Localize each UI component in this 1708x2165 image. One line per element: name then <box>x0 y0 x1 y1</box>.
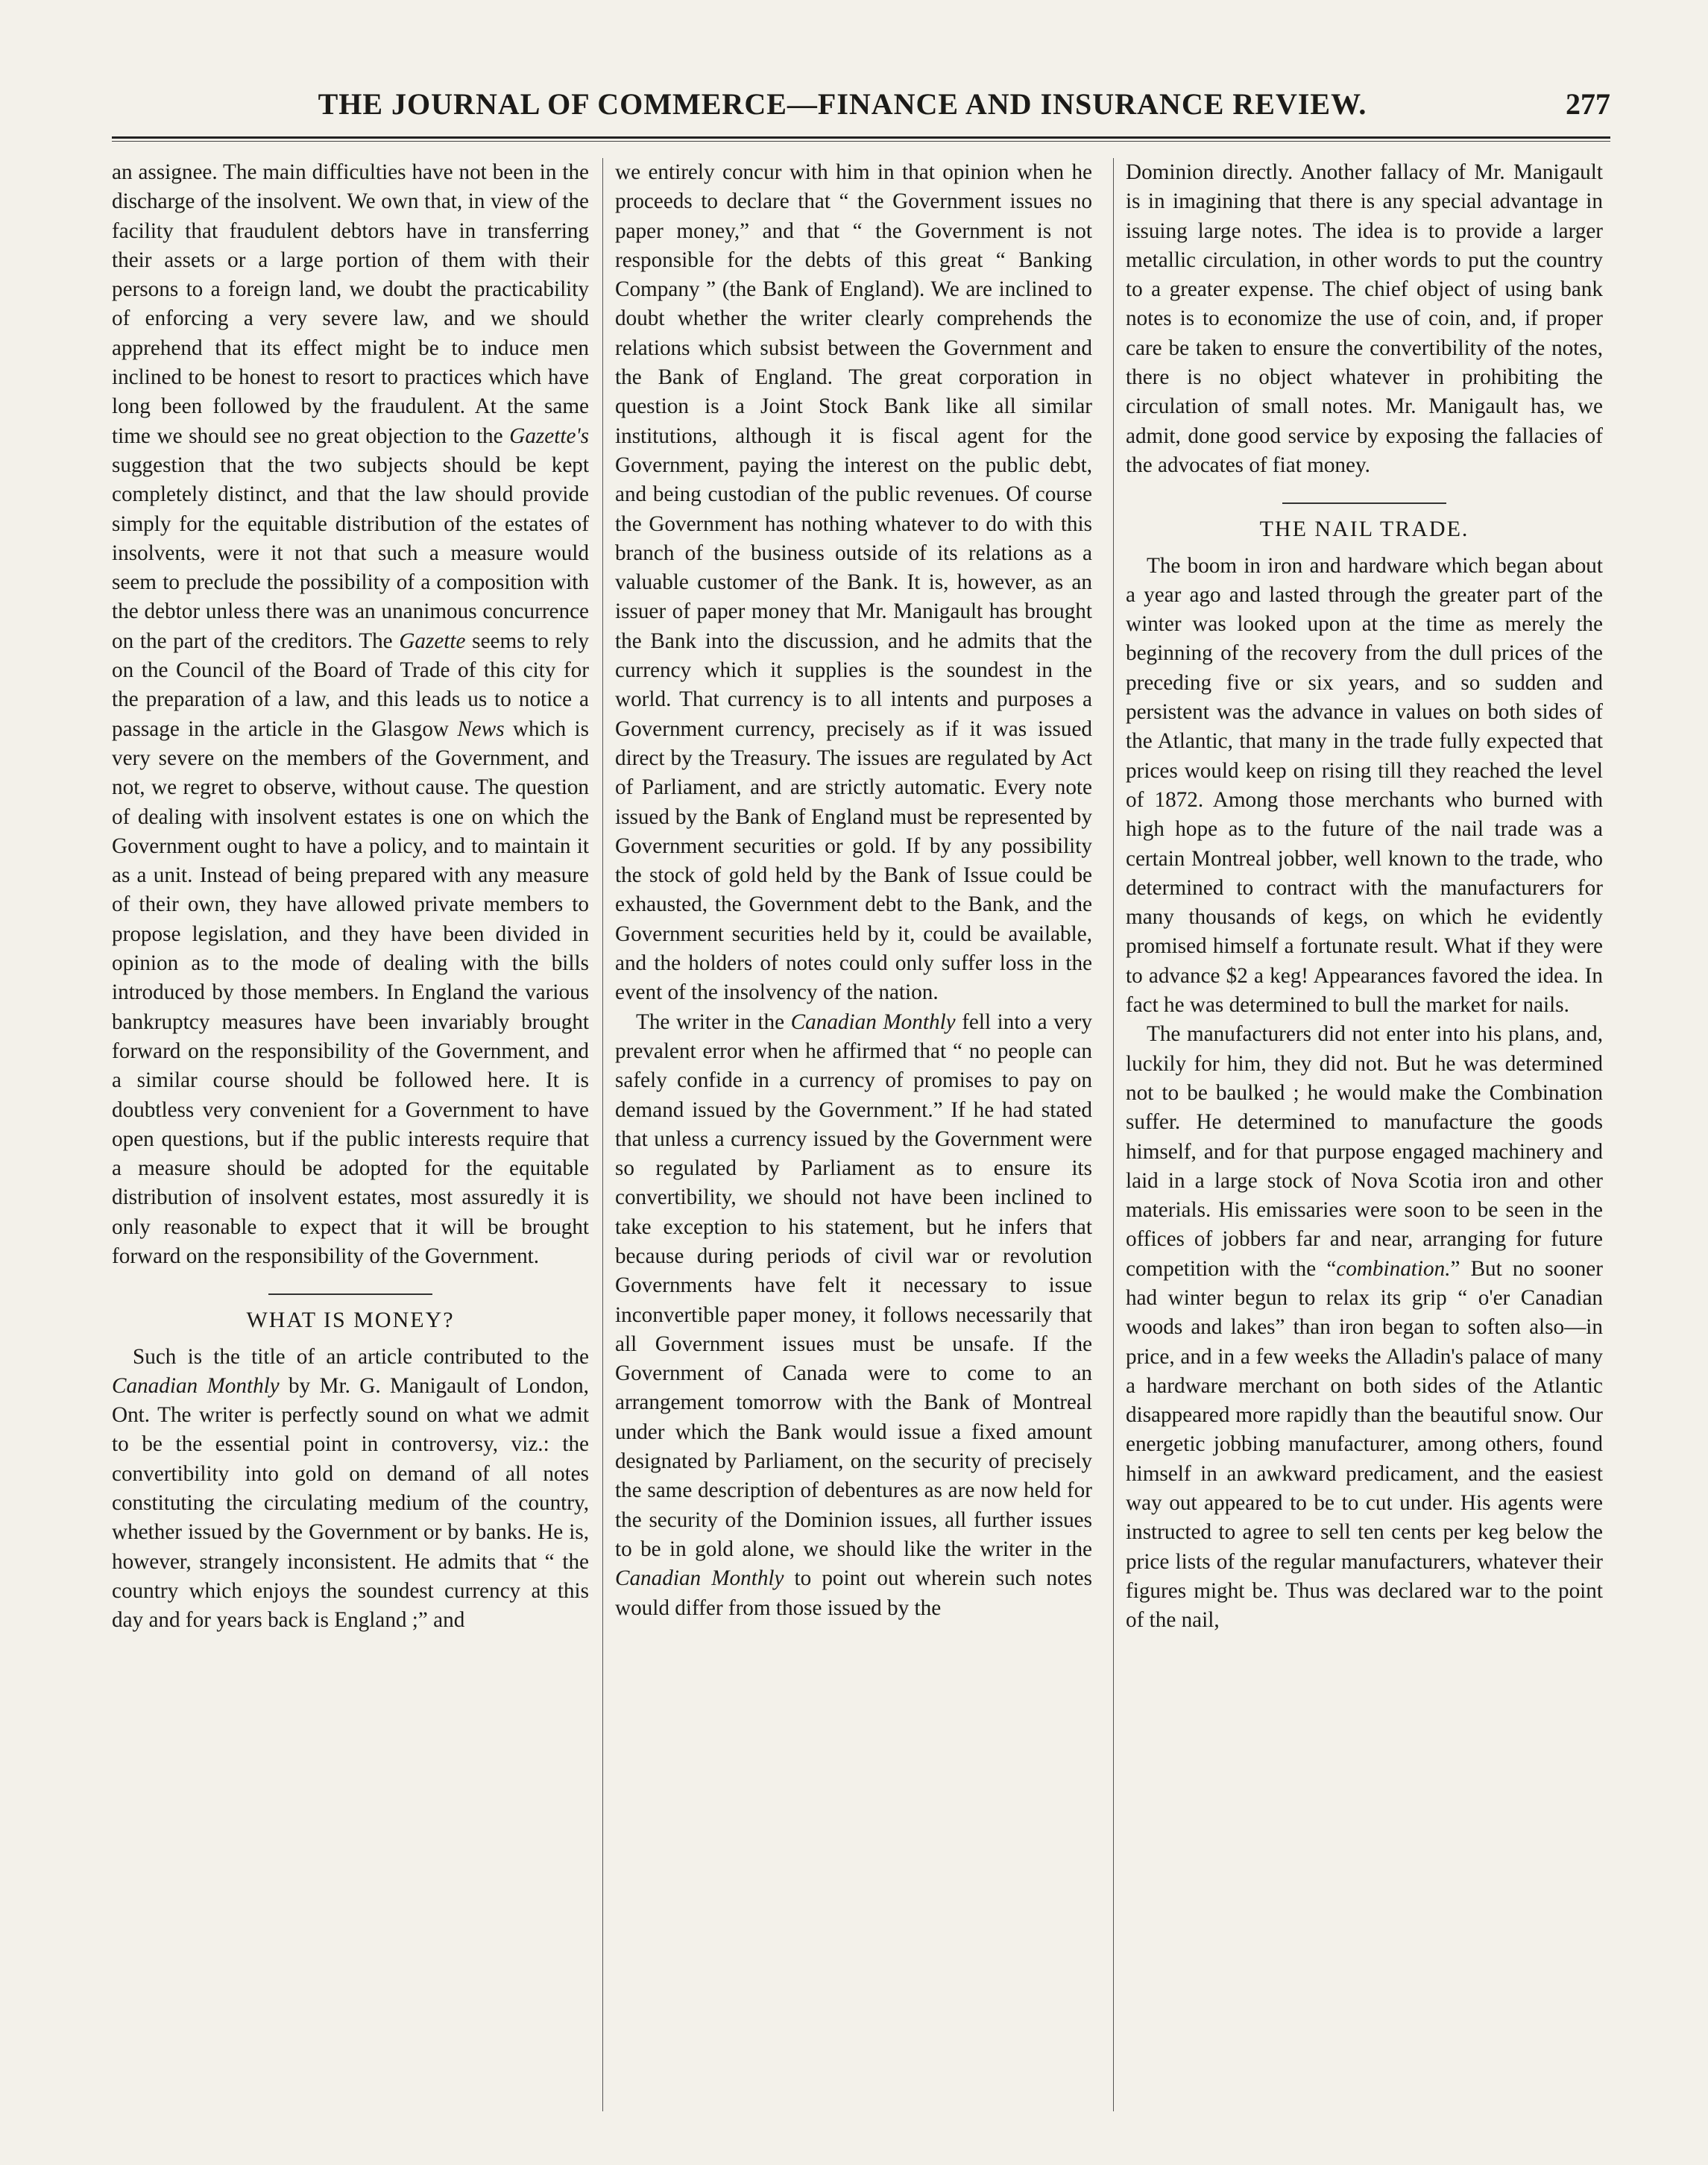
italic-text: Gazette's <box>509 423 589 448</box>
column-divider <box>602 158 603 2111</box>
italic-text: News <box>457 716 505 741</box>
text-run: to point out wherein such notes would differ from those issued by the <box>615 1566 1092 1620</box>
paragraph: we entirely concur with him in that opinion when he proceeds to declare that “ the Government issues no paper money,” and that “ the Government is not responsible for the debts of this great “ Banking Company ” (the Bank of England). We are inclined to doubt whether the writer clearly comprehends the relations which subsist between the Government and the Bank of England. The great corporation in question is a Joint Stock Bank like all similar institutions, although it is fiscal agent for the Government, paying the interest on the public debt, and being custodian of the public revenues. Of course the Government has nothing whatever to do with this branch of the business outside of its relations as a valuable customer of the Bank. It is, however, as an issuer of paper money that Mr. Manigault has brought the Bank into the discussion, and he admits that the currency which it supplies is the soundest in the world. That currency is to all intents and purposes a Government currency, precisely as if it was issued direct by the Treasury. The issues are regulated by Act of Parliament, and are strictly automatic. Every note issued by the Bank of England must be represented by Government securities or gold. If by any possibility the stock of gold held by the Bank of Issue could be exhausted, the Government debt to the Bank, and the Government securities held by it, could be available, and the holders of notes could only suffer loss in the event of the insolvency of the nation. <box>615 160 1092 1005</box>
section-title-what-is-money: WHAT IS MONEY? <box>246 1308 455 1333</box>
text-run: Such is the title of an article contributed to the <box>133 1344 589 1369</box>
paragraph: The boom in iron and hardware which began about a year ago and lasted through the greater part of the winter was looked upon at the time as merely the beginning of the recovery from the dull prices of the preceding five or six years, and so sudden and persistent was the advance in values on both sides of the Atlantic, that many in the trade fully expected that prices would keep on rising till they reached the level of 1872. Among those merchants who burned with high hope as to the future of the nail trade was a certain Montreal jobber, well known to the trade, who determined to contract with the manufacturers for many thousands of kegs, on which he evidently promised himself a fortunate result. What if they were to advance $2 a keg! Appearances favored the idea. In fact he was determined to bull the market for nails. <box>1126 553 1603 1018</box>
text-run: suggestion that the two subjects should be kept completely distinct, and that the law should provide simply for the equitable distribution of the estates of insolvents, were it not that such a measure would seem to preclude the possibility of a composition with the debtor unless there was an unanimous concurrence on the part of the creditors. The <box>112 453 589 653</box>
paragraph: Dominion directly. Another fallacy of Mr. Manigault is in imagining that there is any special advantage in issuing large notes. The idea is to provide a larger metallic circulation, in other words to put the country to a greater expense. The chief object of using bank notes is to economize the use of coin, and, if proper care be taken to ensure the convertibility of the notes, there is no object whatever in prohibiting the circulation of small notes. Mr. Manigault has, we admit, done good service by exposing the fallacies of the advocates of fiat money. <box>1126 160 1603 477</box>
italic-text: Canadian Monthly <box>112 1373 280 1398</box>
italic-text: Gazette <box>399 628 466 653</box>
column-divider <box>1113 158 1114 2111</box>
header-rule <box>112 136 1610 142</box>
page-number: 277 <box>1566 87 1610 121</box>
text-run: seems to rely on the Council of the Board of Trade of this city for the preparation of a law, and this leads us to notice a passage in the article in the Glasgow <box>112 628 589 741</box>
column-2 <box>615 158 1092 2126</box>
column-1 <box>112 158 589 2126</box>
running-head <box>112 81 1610 133</box>
text-run: The manufacturers did not enter into his plans, and, luckily for him, they did not. But he was determined not to be baulked ; he would make the Combination suffer. He determined to manufacture the goods himself, and for that purpose engaged machinery and laid in a large stock of Nova Scotia iron and other materials. His emissaries were soon to be seen in the offices of jobbers far and near, arranging for future competition with the “ <box>1126 1022 1603 1281</box>
section-rule <box>268 1293 432 1295</box>
text-run: The writer in the <box>636 1009 791 1034</box>
paragraph <box>615 1008 1092 1623</box>
section-rule <box>1282 502 1446 504</box>
text-run: ” But no sooner had winter begun to relax its grip “ o'er Canadian woods and lakes” than iron began to soften also—in price, and in a few weeks the Alladin's palace of many a hardware merchant on both sides of the Atlantic disappeared more rapidly than the beautiful snow. Our energetic jobbing manufacturer, among others, found himself in an awkward predicament, and the easiest way out appeared to be to cut under. His agents were instructed to agree to sell ten cents per keg below the price lists of the regular manufacturers, whatever their figures might be. Thus was declared war to the point of the nail, <box>1126 1256 1603 1633</box>
section-title-nail-trade: THE NAIL TRADE. <box>1259 517 1469 542</box>
paragraph <box>112 158 589 1271</box>
column-3 <box>1126 158 1603 2126</box>
paragraph <box>1126 1020 1603 1635</box>
italic-text: combination. <box>1336 1256 1451 1281</box>
text-run: fell into a very prevalent error when he affirmed that “ no people can safely confide in a currency of promises to pay on demand issued by the Government.” If he had stated that unless a currency issued by the Government were so regulated by Parliament as to ensure its convertibility, we should not have been inclined to take exception to his statement, but he infers that because during periods of civil war or revolution Governments have felt it necessary to issue inconvertible paper money, it follows necessarily that all Government issues must be unsafe. If the Government of Canada were to come to an arrangement tomorrow with the Bank of Montreal under which the Bank would issue a fixed amount designated by Parliament, on the security of precisely the same description of debentures as are now held for the security of the Dominion issues, all further issues to be in gold alone, we should like the writer in the <box>615 1009 1092 1561</box>
paragraph <box>112 1343 589 1636</box>
text-run: which is very severe on the members of the Government, and not, we regret to observe, without cause. The question of dealing with insolvent estates is one on which the Government ought to have a policy, and to maintain it as a unit. Instead of being prepared with any measure of their own, they have allowed private members to propose legislation, and they have been divided in opinion as to the mode of dealing with the bills introduced by those members. In England the various bankruptcy measures have been invariably brought forward on the responsibility of the Government, and a similar course should be followed here. It is doubtless very convenient for a Government to have open questions, but if the public interests require that a measure should be adopted for the equitable distribution of insolvent estates, most assuredly it is only reasonable to expect that it will be brought forward on the responsibility of the Government. <box>112 716 589 1268</box>
running-title: THE JOURNAL OF COMMERCE—FINANCE AND INSURANCE REVIEW. <box>318 87 1367 121</box>
italic-text: Canadian Monthly <box>790 1009 956 1034</box>
text-run: by Mr. G. Manigault of London, Ont. The writer is perfectly sound on what we admit to be the essential point in controversy, viz.: the convertibility into gold on demand of all notes constituting the circulating medium of the country, whether issued by the Government or by banks. He is, however, strangely inconsistent. He admits that “ the country which enjoys the soundest currency at this day and for years back is England ;” and <box>112 1373 589 1633</box>
italic-text: Canadian Monthly <box>615 1566 784 1591</box>
text-run: an assignee. The main difficulties have not been in the discharge of the insolvent. We own that, in view of the facility that fraudulent debtors have in transferring their assets or a large portion of them with their persons to a foreign land, we doubt the practicability of enforcing a very severe law, and we should apprehend that its effect might be to induce men inclined to be honest to resort to practices which have long been followed by the fraudulent. At the same time we should see no great objection to the <box>112 160 589 448</box>
